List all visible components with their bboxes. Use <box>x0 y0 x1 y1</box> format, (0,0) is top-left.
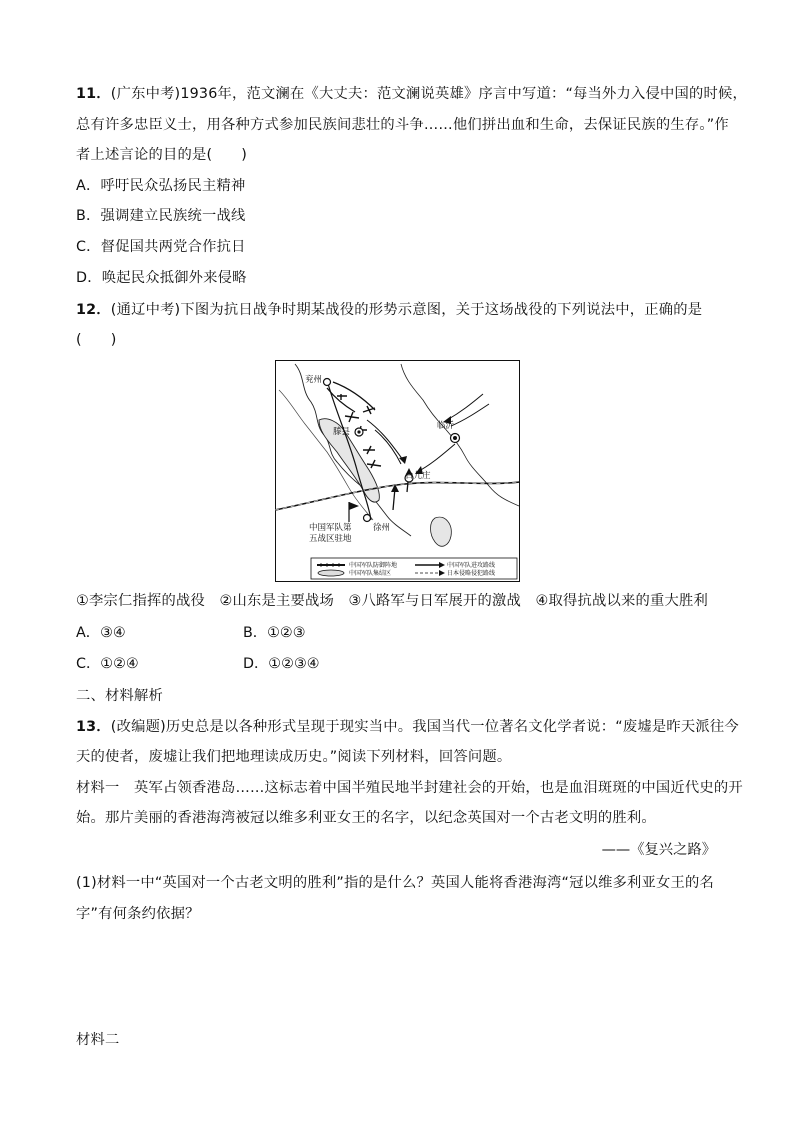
q12-line-2: ( ) <box>76 332 117 348</box>
q11-line-1 <box>76 84 747 104</box>
q11-line-2: 总有许多忠臣义士，用各种方式参加民族间悲壮的斗争……他们拼出血和生命，去保证民族的生存。”作 <box>76 117 729 133</box>
legend-defense: 中国军队防御阵地 <box>349 562 398 569</box>
legend-assembly: 中国军队集结区 <box>349 570 392 577</box>
q13-text-1: (改编题)历史总是以各种形式呈现于现实当中。我国当代一位著名文化学者说：“废墟是昨天派往今 <box>110 719 739 735</box>
q13-sub1-line-1: (1)材料一中“英国对一个古老文明的胜利”指的是什么？英国人能将香港海湾“冠以维多利亚女王的名 <box>76 875 715 891</box>
material1-source: ——《复兴之路》 <box>601 842 716 858</box>
q12-option-c: C．①②④ <box>76 656 139 672</box>
q11-option-b: B．强调建立民族统一战线 <box>76 208 246 224</box>
q12-option-d: D．①②③④ <box>243 656 320 672</box>
q11-option-c: C．督促国共两党合作抗日 <box>76 239 246 255</box>
q13-sub1-line-2: 字”有何条约依据？ <box>76 906 200 922</box>
battle-map <box>275 360 520 582</box>
q13-line-2: 天的使者，废墟让我们把地理读成历史。”阅读下列材料，回答问题。 <box>76 749 512 765</box>
map-label-tengxian: 滕县 <box>333 427 351 437</box>
map-label-taierzhuang: 台儿庄 <box>405 471 431 481</box>
q13-line-1 <box>76 717 739 737</box>
q12-line-1 <box>76 300 702 320</box>
map-label-base-2: 五战区驻地 <box>309 534 352 544</box>
q11-option-a: A．呼吁民众弘扬民主精神 <box>76 178 246 194</box>
map-label-xuzhou: 徐州 <box>373 523 391 533</box>
q13-number: 13． <box>76 719 111 735</box>
q12-statements: ①李宗仁指挥的战役 ②山东是主要战场 ③八路军与日军展开的激战 ④取得抗战以来的重大胜利 <box>76 593 708 609</box>
material1-line-1: 材料一 英军占领香港岛……这标志着中国半殖民地半封建社会的开始，也是血泪斑斑的中国近代史的开 <box>76 780 743 796</box>
q11-text-1: (广东中考)1936年，范文澜在《大丈夫：范文澜说英雄》序言中写道：“每当外力入侵中国的时候， <box>110 86 748 102</box>
section-title: 二、材料解析 <box>76 688 163 704</box>
material2-label: 材料二 <box>76 1032 120 1048</box>
map-label-base-1: 中国军队第 <box>309 523 352 533</box>
q12-option-b: B．①②③ <box>243 625 306 641</box>
q11-line-3: 者上述言论的目的是( ) <box>76 147 248 163</box>
q12-number: 12． <box>76 302 111 318</box>
map-legend <box>311 558 517 579</box>
q12-option-a: A．③④ <box>76 625 126 641</box>
map-label-linyi: 临沂 <box>437 421 455 431</box>
q12-text-1: (通辽中考)下图为抗日战争时期某战役的形势示意图，关于这场战役的下列说法中，正确的是 <box>110 302 703 318</box>
legend-japan: 日本侵略侵犯路线 <box>447 570 496 577</box>
q11-number: 11． <box>76 86 111 102</box>
legend-attack: 中国军队进攻路线 <box>447 562 496 569</box>
map-label-yanzhou: 兖州 <box>305 375 323 385</box>
material1-line-2: 始。那片美丽的香港海湾被冠以维多利亚女王的名字，以纪念英国对一个古老文明的胜利。 <box>76 810 656 826</box>
q11-option-d: D．唤起民众抵御外来侵略 <box>76 270 247 286</box>
